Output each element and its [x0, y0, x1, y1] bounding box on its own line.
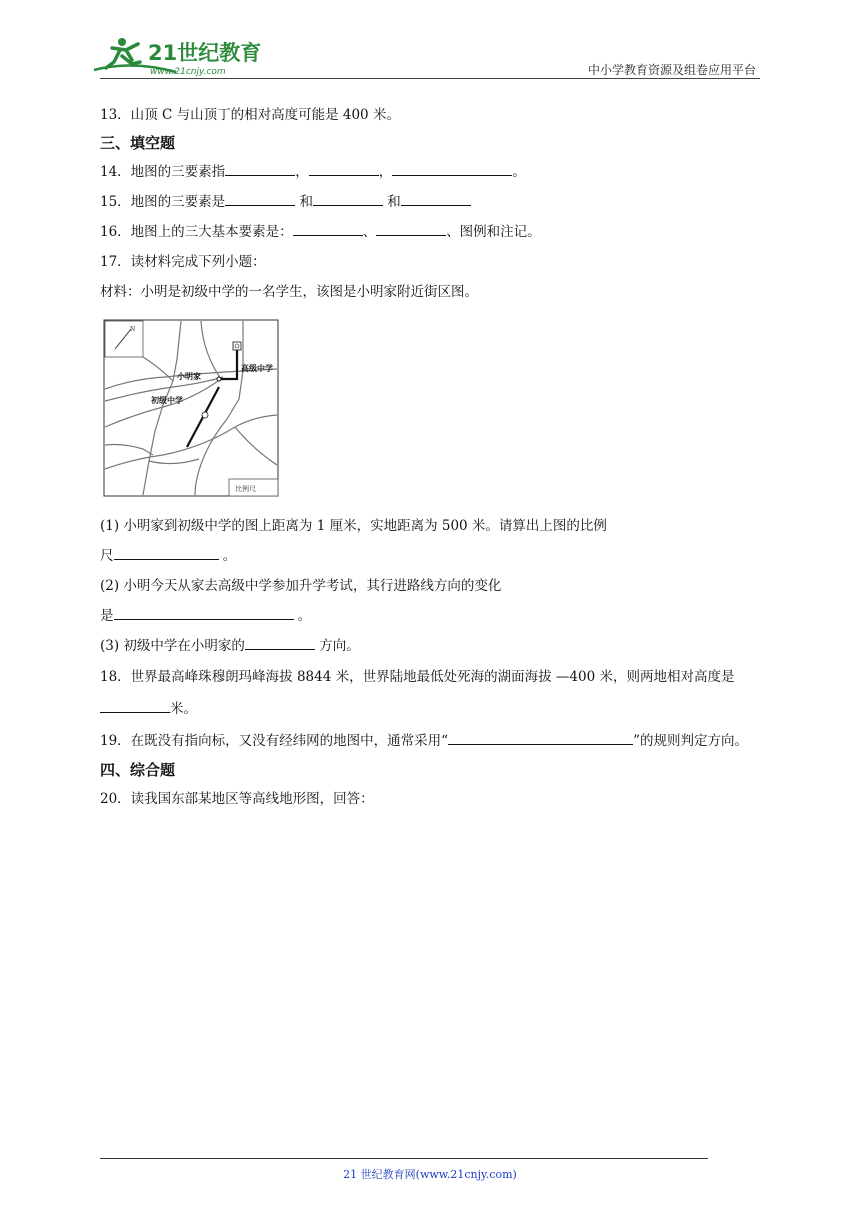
home-label: 小明家	[177, 371, 201, 381]
question-17-2-line2	[100, 601, 765, 631]
question-13: 13．山顶 C 与山顶丁的相对高度可能是 400 米。	[100, 107, 400, 123]
q17-2-end: 。	[293, 608, 312, 624]
question-17-1-line1: (1) 小明家到初级中学的图上距离为 1 厘米，实地距离为 500 米。请算出上图的比例	[100, 518, 607, 534]
q17-2-blank[interactable]	[114, 605, 294, 620]
north-label: N	[130, 326, 136, 333]
q15-blank-1[interactable]	[225, 191, 295, 206]
q18-suffix: 米。	[170, 701, 197, 717]
q16-text: 16．地图上的三大基本要素是：	[100, 224, 293, 240]
section-3-heading: 三、填空题	[100, 134, 176, 152]
question-18	[100, 661, 765, 725]
q19-text: 19．在既没有指向标，又没有经纬网的地图中，通常采用“	[100, 733, 449, 749]
q18-text: 18．世界最高峰珠穆朗玛峰海拔 8844 米，世界陆地最低处死海的湖面海拔 —400 米，则两地相对高度是	[100, 669, 735, 685]
q15-blank-2[interactable]	[313, 191, 383, 206]
q17-1-prefix: 尺	[100, 548, 114, 564]
q17-3-blank[interactable]	[245, 635, 315, 650]
header-divider	[100, 78, 760, 79]
q14-sep-2: ，	[378, 164, 393, 180]
q15-and-1: 和	[295, 194, 313, 210]
q17-1-blank[interactable]	[114, 545, 219, 560]
question-17-intro: 17．读材料完成下列小题：	[100, 254, 266, 270]
question-16	[100, 217, 765, 247]
q19-suffix: ”的规则判定方向。	[633, 733, 748, 749]
home-marker-icon	[217, 377, 221, 381]
junior-school-label: 初级中学	[151, 395, 183, 405]
q17-1-end: 。	[218, 548, 237, 564]
question-19	[100, 725, 765, 757]
q14-blank-3[interactable]	[392, 161, 512, 176]
question-15	[100, 187, 765, 217]
q14-blank-2[interactable]	[309, 161, 379, 176]
question-content	[100, 100, 765, 814]
platform-name: 中小学教育资源及组卷应用平台	[587, 63, 756, 77]
junior-school-icon	[202, 412, 208, 418]
logo-text: 21世纪教育	[148, 41, 262, 65]
question-17-3	[100, 631, 765, 661]
q16-sep: 、	[362, 224, 377, 240]
logo-url: www.21cnjy.com	[150, 67, 226, 77]
north-arrow-box	[105, 321, 143, 357]
q14-text: 14．地图的三要素指	[100, 164, 226, 180]
senior-school-label: 高级中学	[241, 363, 273, 373]
q16-blank-2[interactable]	[376, 221, 446, 236]
q16-suffix: 、图例和注记。	[446, 224, 541, 240]
scale-label: 比例尺	[235, 485, 256, 493]
senior-school-icon	[233, 342, 241, 350]
footer-link[interactable]: 21 世纪教育网(www.21cnjy.com)	[343, 1168, 517, 1181]
q15-and-2: 和	[382, 194, 401, 210]
q17-3-text: (3) 初级中学在小明家的	[100, 638, 245, 654]
q14-end: 。	[512, 164, 526, 180]
q19-blank[interactable]	[448, 730, 633, 745]
q15-blank-3[interactable]	[401, 191, 471, 206]
question-17-2-line1: (2) 小明今天从家去高级中学参加升学考试，其行进路线方向的变化	[100, 578, 502, 594]
q15-text: 15．地图的三要素是	[100, 194, 226, 210]
question-17-material: 材料：小明是初级中学的一名学生，该图是小明家附近街区图。	[100, 284, 478, 300]
street-map	[103, 319, 279, 497]
question-20: 20．读我国东部某地区等高线地形图，回答：	[100, 791, 374, 807]
q17-3-suffix: 方向。	[314, 638, 360, 654]
q18-blank[interactable]	[100, 698, 170, 713]
q16-blank-1[interactable]	[293, 221, 363, 236]
section-4-heading: 四、综合题	[100, 761, 176, 779]
site-logo	[92, 34, 262, 80]
question-17-1-line2	[100, 541, 765, 571]
q17-2-prefix: 是	[100, 608, 114, 624]
q14-blank-1[interactable]	[225, 161, 295, 176]
footer-divider	[100, 1158, 708, 1159]
question-14	[100, 157, 765, 187]
q14-sep-1: ，	[295, 164, 309, 180]
